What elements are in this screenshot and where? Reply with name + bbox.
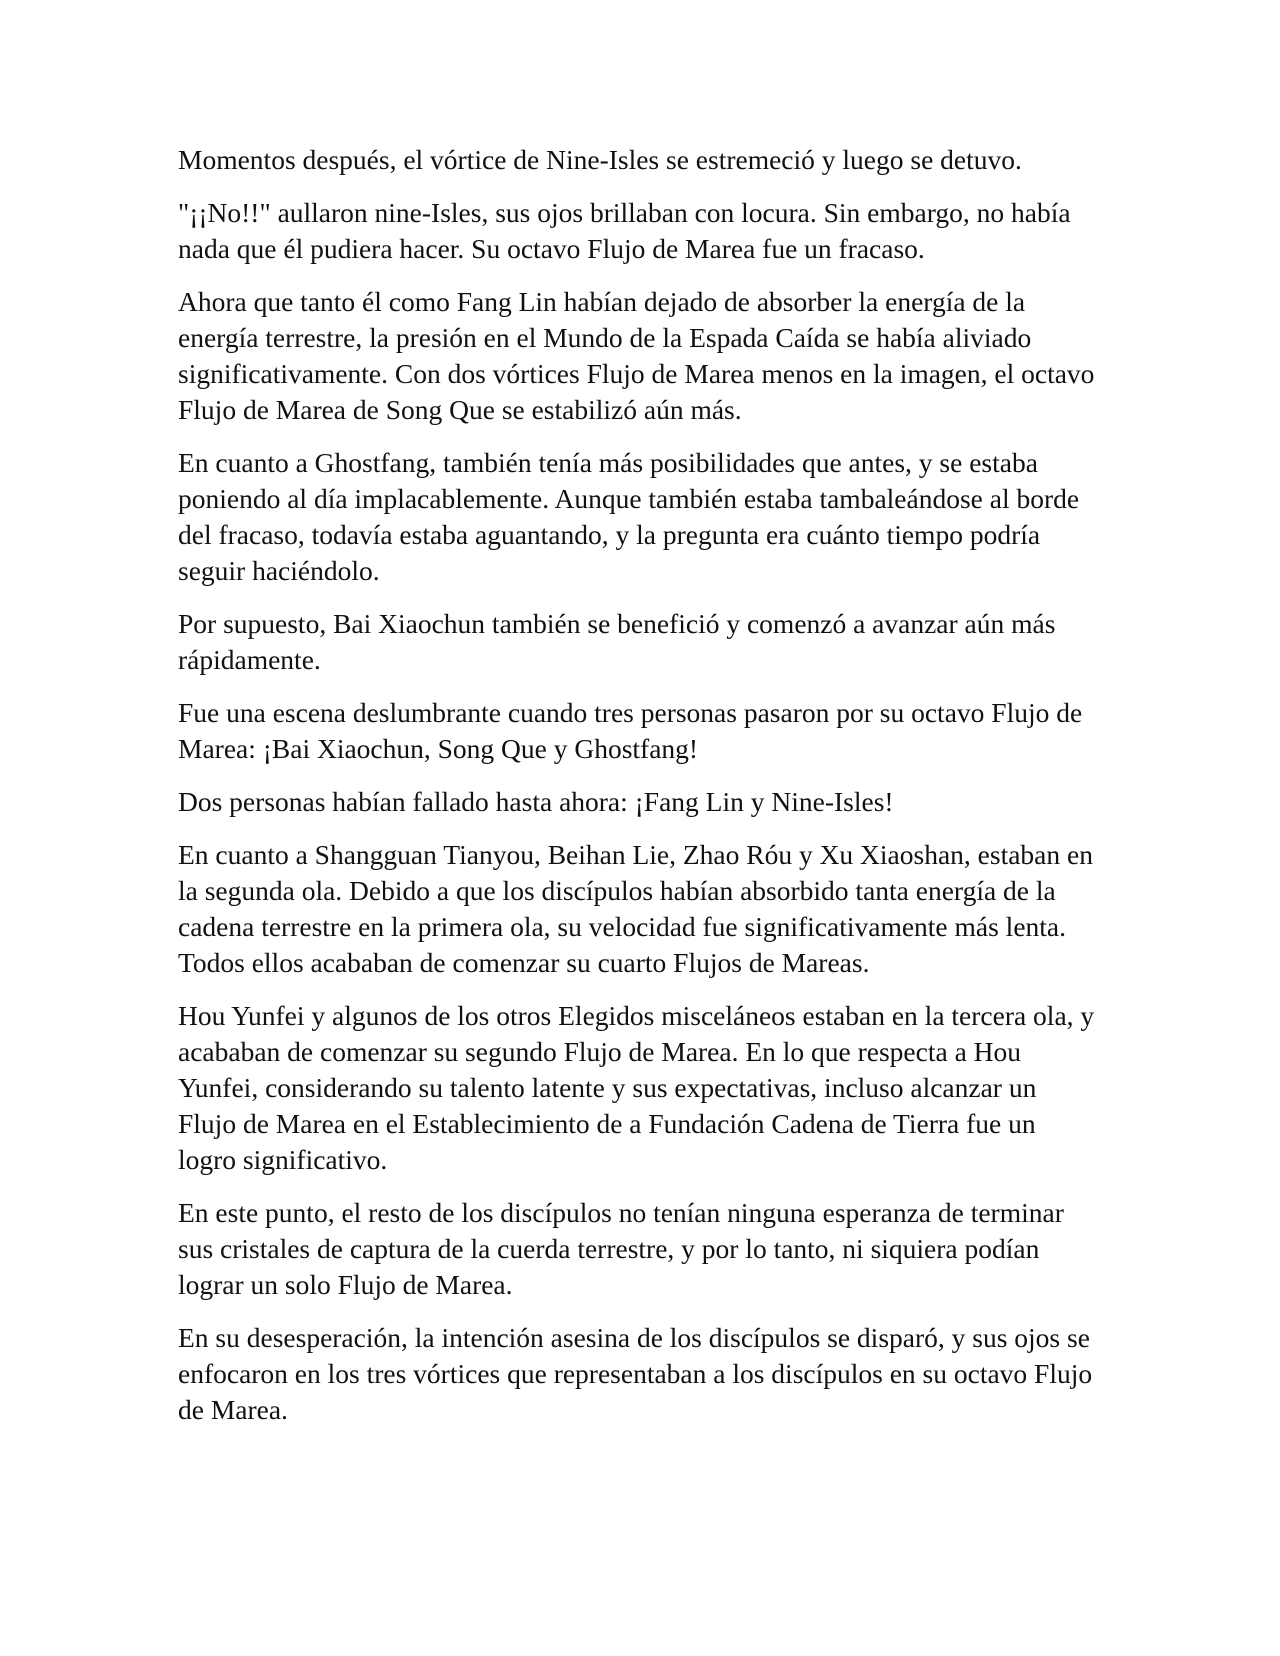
paragraph-7: Dos personas habían fallado hasta ahora: ¡Fang Lin y Nine-Isles! — [178, 786, 894, 817]
paragraph-6: Fue una escena deslumbrante cuando tres personas pasaron por su octavo Flujo de Marea: ¡Bai Xiaochun, Song Que y Ghostfang! — [178, 697, 1083, 764]
paragraph-2: "¡¡No!!" aullaron nine-Isles, sus ojos brillaban con locura. Sin embargo, no había nada que él pudiera hacer. Su octavo Flujo de Marea fue un fracaso. — [178, 197, 1071, 264]
paragraph-3: Ahora que tanto él como Fang Lin habían dejado de absorber la energía de la energía terrestre, la presión en el Mundo de la Espada Caída se había aliviado significativamente. Con dos vórtices Flujo de Marea menos en la imagen, el octavo Flujo de Marea de Song Que se estabilizó aún más. — [178, 286, 1095, 425]
paragraph-1: Momentos después, el vórtice de Nine-Isles se estremeció y luego se detuvo. — [178, 144, 1022, 175]
paragraph-8: En cuanto a Shangguan Tianyou, Beihan Lie, Zhao Róu y Xu Xiaoshan, estaban en la segunda ola. Debido a que los discípulos habían absorbido tanta energía de la cadena terrestre en la primera ola, su velocidad fue significativamente más lenta. Todos ellos acababan de comenzar su cuarto Flujos de Mareas. — [178, 839, 1093, 978]
document-body — [178, 142, 1098, 1428]
paragraph-5: Por supuesto, Bai Xiaochun también se benefició y comenzó a avanzar aún más rápidamente. — [178, 608, 1056, 675]
paragraph-4: En cuanto a Ghostfang, también tenía más posibilidades que antes, y se estaba poniendo al día implacablemente. Aunque también estaba tambaleándose al borde del fracaso, todavía estaba aguantando, y la pregunta era cuánto tiempo podría seguir haciéndolo. — [178, 447, 1080, 586]
paragraph-9: Hou Yunfei y algunos de los otros Elegidos misceláneos estaban en la tercera ola, y acababan de comenzar su segundo Flujo de Marea. En lo que respecta a Hou Yunfei, considerando su talento latente y sus expectativas, incluso alcanzar un Flujo de Marea en el Establecimiento de a Fundación Cadena de Tierra fue un logro significativo. — [178, 1000, 1095, 1175]
paragraph-10: En este punto, el resto de los discípulos no tenían ninguna esperanza de terminar sus cristales de captura de la cuerda terrestre, y por lo tanto, ni siquiera podían lograr un solo Flujo de Marea. — [178, 1197, 1064, 1300]
paragraph-11: En su desesperación, la intención asesina de los discípulos se disparó, y sus ojos se enfocaron en los tres vórtices que representaban a los discípulos en su octavo Flujo de Marea. — [178, 1322, 1093, 1425]
